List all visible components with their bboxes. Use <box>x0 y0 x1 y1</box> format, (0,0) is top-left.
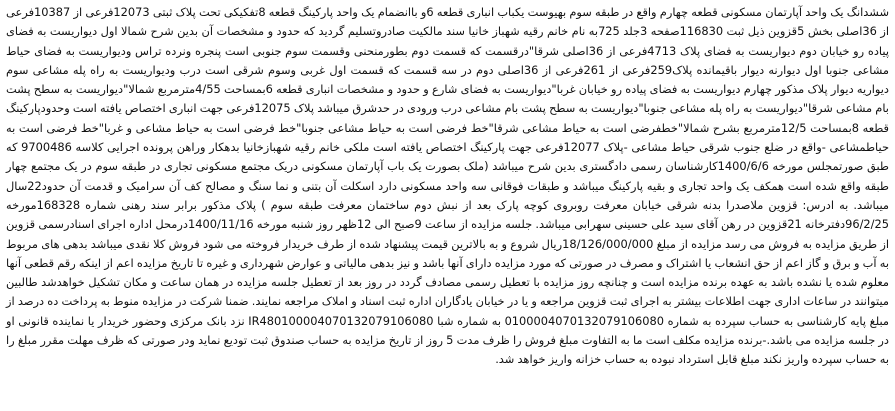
auction-notice-text: ششدانگ یک واحد آپارتمان مسکونی قطعه چهارم واقع در طبقه سوم بهیوست یکباب انباری قطعه 6و باانضمام یک واحد پارکینگ قطعه 8تفکیکی تحت پلاک ثبتی 12073فرعی از 10387فرعی از 36اصلی بخش 5قزوین ذیل ثبت 116830صفحه 3جلد 725به نام خانم رقیه شهباز خانیا سند مالکیت صادروتسلیم گردید که حدود و مشخصات آن بدین شرح شمالا اول دیواریست به فضای پیاده رو خیابان دوم دیواریست به فضای پلاک 4713فرعی از 36اصلی شرقا"درقسمت که قسمت دوم بطورمنحنی وقسمت سوم جنوبی است پنجره ونرده تراس ودیواریست به فضای حیاط مشاعی جنوبا اول دیوارنه دیوار باقیمانده پلاک259فرعی از 261فرعی از 36اصلی دوم در سه قسمت که قسمت اول غربی وسوم شرقی است درب ودیواریست به راه پله مشاعی سوم دیواریه دیوار پلاک مذکور چهارم دیواریست به فضای پیاده رو خیابان غربا"دیواریست به فضای شارع و حدود و مشخصات انباری قطعه 6بمساحت 4/55مترمربع شمالا"دیواریست به سطح پشت بام مشاعی شرقا"دیواریست به راه پله مشاعی جنوبا"دیواریست به سطح پشت بام مشاعی درب ورودی در حدشرق میباشد پلاک 12075فرعی جهت انباری اختصاص یافته است وحدودپارکینگ قطعه 8بمساحت 12/5مترمربع بشرح شمالا"خطفرضی است به حیاط مشاعی شرقا"خط فرضی است به حیاط مشاعی جنوبا"خط فرضی است به حیاط مشاعی و غربا"خط فرضی است به حیاطمشاعی -واقع در ضلع جنوب شرقی حیاط مشاعی -پلاک 12077فرعی جهت پارکینگ اختصاص یافته است ملکی خانم رقیه شهبازخانیا بدهکار وراهن پرونده اجرایی کلاسه 9700486 که طبق صورتمجلس مورخه 1400/6/6کارشناسان رسمی دادگستری بدین شرح میباشد (ملک بصورت یک باب آپارتمان مسکونی دریک مجتمع مسکونی تجاری در طبقه سوم در یک مجتمع چهار طبقه واقع شده است همکف یک واحد تجاری و بقیه پارکینگ میباشد و طبقات فوقانی سه واحد مسکونی دارد اسکلت آن بتنی و نما سنگ و مصالح کف آن سرامیک و قدمت آن حدود22سال میباشد. به ادرس: قزوین ملاصدرا بدنه شرقی خیابان معرفت روبروی کوچه پارک بعد از نبش دوم ساختمان معرفت طبقه سوم ) پلاک مذکور برابر سند رهنی شماره 168328مورخه 96/2/25دفترخانه 21قزوین در رهن آقای سید علی حسینی سهرابی میباشد. جلسه مزایده از ساعت 9صبح الی 12ظهر روز شنبه مورخه 1400/11/16درمحل اداره اجرای اسنادرسمی قزوین از طریق مزایده به فروش می رسد مزایده از مبلغ 18/126/000/000ریال شروع و به بالاترین قیمت پیشنهاد شده از طرف خریدار فروخته می شود فروش کلا نقدی میباشد بدهی های مربوط به آب و برق و گاز اعم از حق انشعاب یا اشتراک و مصرف در صورتی که مورد مزایده دارای آنها باشد و نیز بدهی مالیاتی و عوارض شهرداری و غیره تا تاریخ مزایده اعم از اینکه رقم قطعی آنها معلوم شده یا نشده باشد به عهده برنده مزایده است و چنانچه روز مزایده با تعطیل رسمی مصادف گردد در روز بعد از تعطیل جلسه مزایده در همان ساعت و مکان تشکیل خواهدشد طالبین میتوانند در ساعات اداری جهت اطلاعات بیشتر به اجرای ثبت قزوین مراجعه و یا در خیابان یادگاران اداره ثبت اسناد و املاک مراجعه نمایند. ضمنا شرکت در مزایده منوط به پرداخت ده درصد از مبلغ پایه کارشناسی به حساب سپرده به شماره 0100004070132079106080 به شماره شبا IR480100004070132079106080 نزد بانک مرکزی وحضور خریدار یا نماینده قانونی او در جلسه مزایده می باشد.-برنده مزایده مکلف است ما به التفاوت مبلغ فروش را ظرف مدت 5 روز از تاریخ مزایده به حساب صندوق ثبت تودیع نماید ودر صورتی که ظرف مهلت مقرر مبلغ را به حساب سپرده واریز نکند مبلغ قابل استرداد نبوده به حساب خزانه واریز خواهد شد. <box>6 5 890 367</box>
